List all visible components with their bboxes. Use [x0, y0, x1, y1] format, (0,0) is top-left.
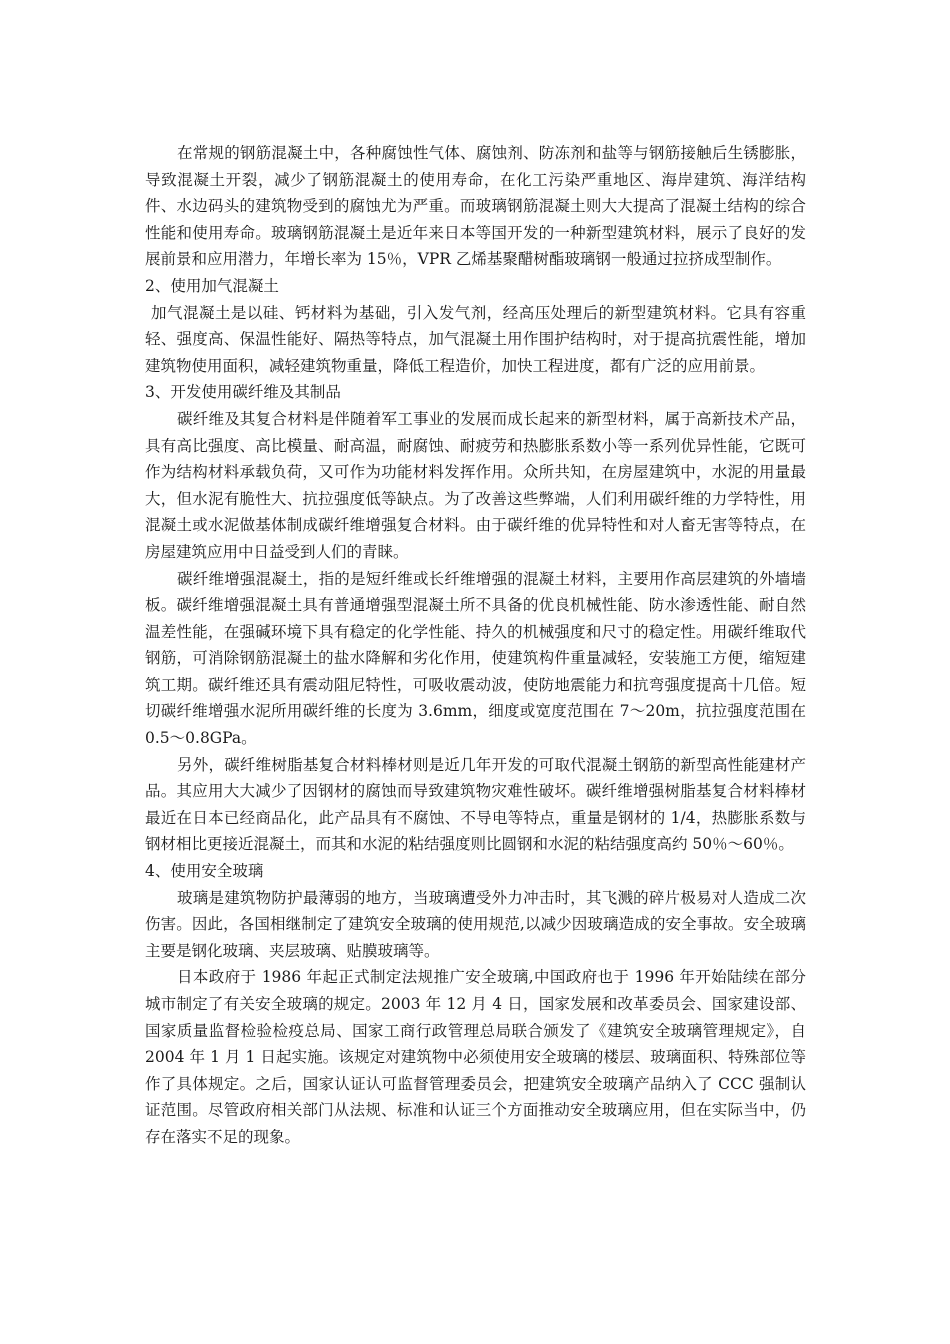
paragraph-safety-glass-intro: 玻璃是建筑物防护最薄弱的地方，当玻璃遭受外力冲击时，其飞溅的碎片极易对人造成二次伤害。因此，各国相继制定了建筑安全玻璃的使用规范,以减少因玻璃造成的安全事故。安全玻璃主要是钢化玻璃、夹层玻璃、贴膜玻璃等。 — [145, 888, 806, 960]
paragraph-reinforced-concrete: 在常规的钢筋混凝土中，各种腐蚀性气体、腐蚀剂、防冻剂和盐等与钢筋接触后生锈膨胀，导致混凝土开裂，减少了钢筋混凝土的使用寿命，在化工污染严重地区、海岸建筑、海洋结构件、水边码头的建筑物受到的腐蚀尤为严重。而玻璃钢筋混凝土则大大提高了混凝土结构的综合性能和使用寿命。玻璃钢筋混凝土是近年来日本等国开发的一种新型建筑材料，展示了良好的发展前景和应用潜力，年增长率为 15％，VPR 乙烯基聚醋树酯玻璃钢一般通过拉挤成型制作。 — [145, 144, 806, 269]
heading-safety-glass: 4、使用安全玻璃 — [145, 862, 264, 881]
heading-carbon-fiber: 3、开发使用碳纤维及其制品 — [145, 383, 341, 402]
heading-aerated-concrete: 2、使用加气混凝土 — [145, 276, 279, 295]
document-page — [145, 140, 806, 1151]
paragraph-carbon-fiber-intro: 碳纤维及其复合材料是伴随着军工事业的发展而成长起来的新型材料，属于高新技术产品，具有高比强度、高比模量、耐高温，耐腐蚀、耐疲劳和热膨胀系数小等一系列优异性能，它既可作为结构材料承载负荷，又可作为功能材料发挥作用。众所共知，在房屋建筑中，水泥的用量最大，但水泥有脆性大、抗拉强度低等缺点。为了改善这些弊端，人们利用碳纤维的力学特性，用混凝土或水泥做基体制成碳纤维增强复合材料。由于碳纤维的优异特性和对人畜无害等特点，在房屋建筑应用中日益受到人们的青睐。 — [145, 409, 806, 561]
paragraph-safety-glass-regulations: 日本政府于 1986 年起正式制定法规推广安全玻璃,中国政府也于 1996 年开始陆续在部分城市制定了有关安全玻璃的规定。2003 年 12 月 4 日，国家发展和改革委员会、国家建设部、国家质量监督检验检疫总局、国家工商行政管理总局联合颁发了《建筑安全玻璃管理规定》，自 2004 年 1 月 1 日起实施。该规定对建筑物中必须使用安全玻璃的楼层、玻璃面积、特殊部位等作了具体规定。之后，国家认证认可监督管理委员会，把建筑安全玻璃产品纳入了 CCC 强制认证范围。尽管政府相关部门从法规、标准和认证三个方面推动安全玻璃应用，但在实际当中，仍存在落实不足的现象。 — [145, 968, 806, 1146]
paragraph-aerated-concrete: 加气混凝土是以硅、钙材料为基础，引入发气剂，经高压处理后的新型建筑材料。它具有容重轻、强度高、保温性能好、隔热等特点，加气混凝土用作围护结构时，对于提高抗震性能，增加建筑物使用面积，减轻建筑物重量，降低工程造价，加快工程进度，都有广泛的应用前景。 — [145, 303, 806, 375]
paragraph-carbon-fiber-rods: 另外，碳纤维树脂基复合材料棒材则是近几年开发的可取代混凝土钢筋的新型高性能建材产品。其应用大大减少了因钢材的腐蚀而导致建筑物灾难性破坏。碳纤维增强树脂基复合材料棒材最近在日本已经商品化，此产品具有不腐蚀、不导电等特点，重量是钢材的 1/4，热膨胀系数与钢材相比更接近混凝土，而其和水泥的粘结强度则比圆钢和水泥的粘结强度高约 50％～60％。 — [145, 755, 806, 854]
paragraph-carbon-fiber-concrete: 碳纤维增强混凝土，指的是短纤维或长纤维增强的混凝土材料，主要用作高层建筑的外墙墙板。碳纤维增强混凝土具有普通增强型混凝土所不具备的优良机械性能、防水渗透性能、耐自然温差性能，在强碱环境下具有稳定的化学性能、持久的机械强度和尺寸的稳定性。用碳纤维取代钢筋，可消除钢筋混凝土的盐水降解和劣化作用，使建筑构件重量减轻，安装施工方便，缩短建筑工期。碳纤维还具有震动阻尼特性，可吸收震动波，使防地震能力和抗弯强度提高十几倍。短切碳纤维增强水泥所用碳纤维的长度为 3.6mm，细度或宽度范围在 7～20m，抗拉强度范围在 0.5～0.8GPa。 — [145, 569, 806, 748]
